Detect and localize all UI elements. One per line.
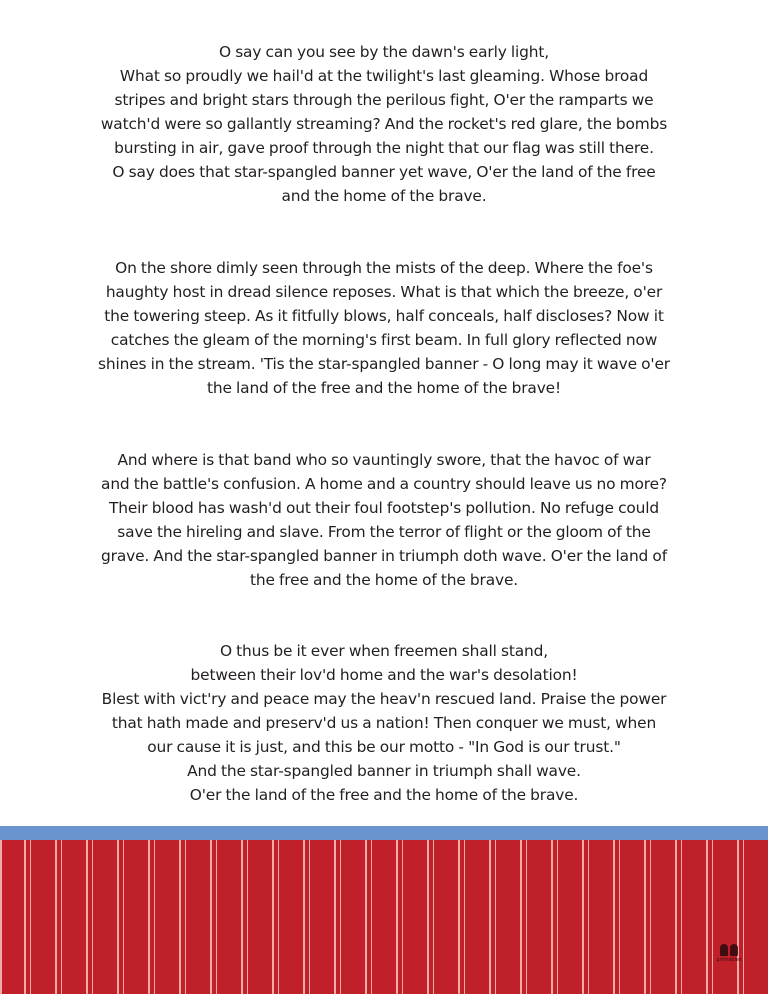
logo-figure [730, 944, 738, 956]
lyric-line: and the home of the brave. [281, 187, 487, 205]
printables-logo-icon [711, 944, 747, 966]
lyric-line: the free and the home of the brave. [249, 571, 519, 589]
lyric-line: the towering steep. As it fitfully blows, half conceals, half discloses? Now it [104, 307, 664, 325]
stanza-4 [60, 639, 708, 807]
red-striped-field [0, 840, 768, 994]
lyric-line: watch'd were so gallantly streaming? And the rocket's red glare, the bombs [100, 115, 668, 133]
lyric-line: And the star-spangled banner in triumph shall wave. [187, 762, 581, 780]
lyric-line: save the hireling and slave. From the terror of flight or the gloom of the [117, 523, 651, 541]
lyric-line: Blest with vict'ry and peace may the heav'n rescued land. Praise the power [101, 690, 667, 708]
lyric-line: O say does that star-spangled banner yet wave, O'er the land of the free [112, 163, 656, 181]
lyric-line: and the battle's confusion. A home and a country should leave us no more? [101, 475, 667, 493]
lyric-line: O say can you see by the dawn's early light, [218, 43, 550, 61]
lyric-line: shines in the stream. 'Tis the star-spangled banner - O long may it wave o'er [98, 355, 670, 373]
blue-bar [0, 826, 768, 840]
lyric-line: Their blood has wash'd out their foul footstep's pollution. No refuge could [108, 499, 660, 517]
stanza-1 [60, 40, 708, 208]
lyric-line: And where is that band who so vauntingly swore, that the havoc of war [117, 451, 651, 469]
logo-text: printables [716, 957, 742, 963]
lyric-line: catches the gleam of the morning's first beam. In full glory reflected now [110, 331, 658, 349]
logo-figure [720, 944, 728, 956]
stanza-3 [60, 448, 708, 592]
lyric-line: the land of the free and the home of the brave! [206, 379, 561, 397]
lyric-line: stripes and bright stars through the perilous fight, O'er the ramparts we [114, 91, 654, 109]
lyric-line: bursting in air, gave proof through the night that our flag was still there. [114, 139, 654, 157]
lyric-line: our cause it is just, and this be our motto - "In God is our trust." [147, 738, 621, 756]
lyric-line: O thus be it ever when freemen shall stand, [219, 642, 549, 660]
flag-stripes-footer [0, 826, 768, 994]
lyric-line: grave. And the star-spangled banner in triumph doth wave. O'er the land of [101, 547, 667, 565]
logo-figures [711, 944, 747, 957]
lyric-line: that hath made and preserv'd us a nation! Then conquer we must, when [111, 714, 657, 732]
lyric-line: O'er the land of the free and the home of the brave. [189, 786, 579, 804]
lyric-line: On the shore dimly seen through the mists of the deep. Where the foe's [115, 259, 653, 277]
lyric-line: haughty host in dread silence reposes. What is that which the breeze, o'er [105, 283, 663, 301]
lyric-line: between their lov'd home and the war's desolation! [190, 666, 578, 684]
lyric-line: What so proudly we hail'd at the twilight's last gleaming. Whose broad [119, 67, 649, 85]
stanza-2 [60, 256, 708, 400]
